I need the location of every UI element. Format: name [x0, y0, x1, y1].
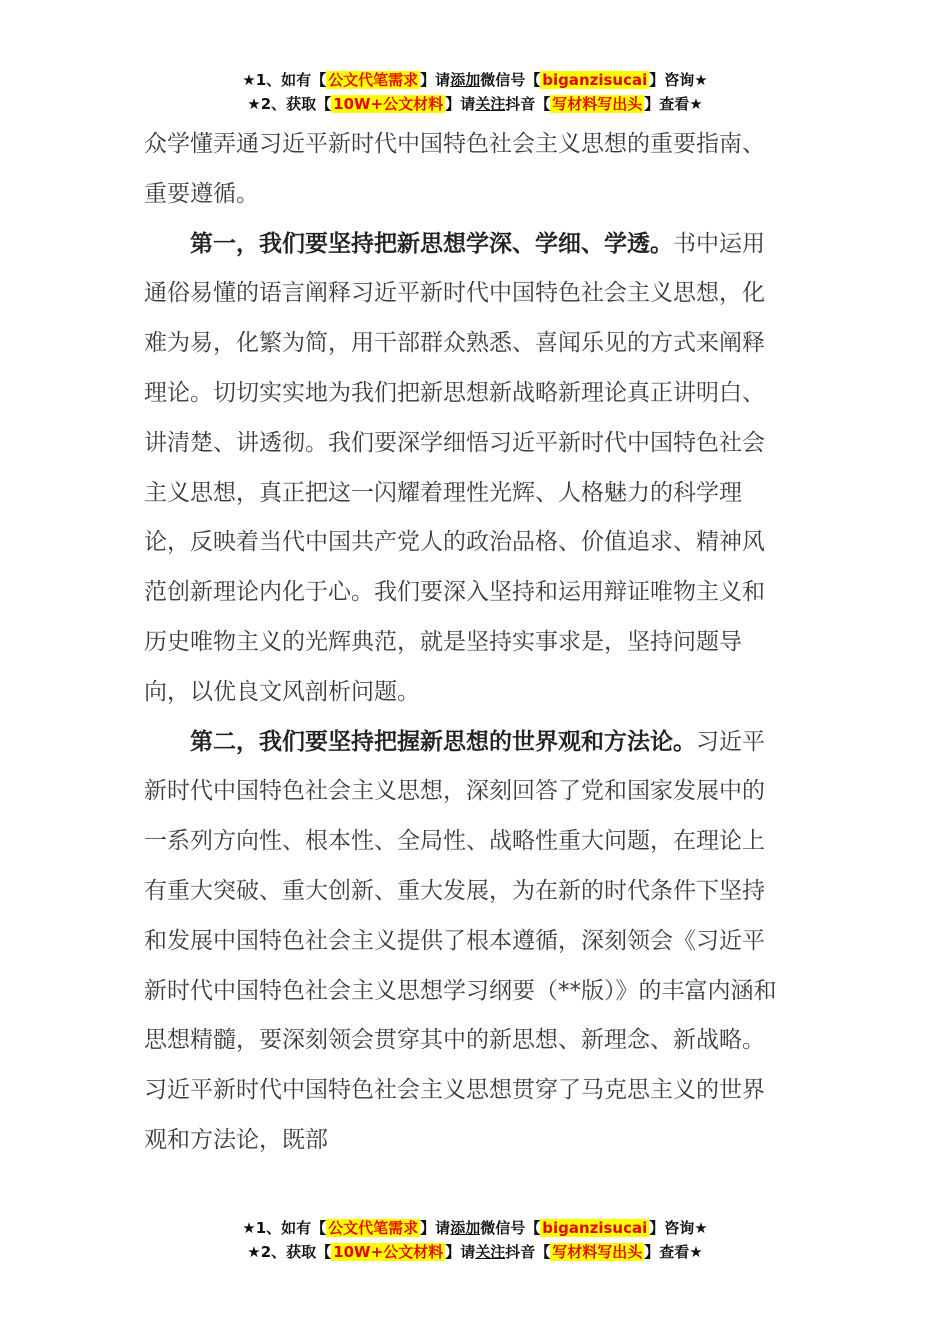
- footer-banner: [0, 1216, 950, 1264]
- banner-text: 】请: [420, 71, 451, 89]
- banner-underlined: 关注: [475, 95, 506, 113]
- banner-line-2: [0, 92, 950, 116]
- banner-underlined: 添加: [450, 1219, 481, 1237]
- paragraph-second: [144, 718, 784, 1166]
- banner-text: 】请: [420, 1219, 451, 1237]
- paragraph-first: [144, 220, 784, 718]
- banner-underlined: 添加: [450, 71, 481, 89]
- banner-text: 】查看★: [644, 95, 703, 113]
- banner-line-1: [0, 1216, 950, 1240]
- banner-text: 】咨询★: [649, 1219, 708, 1237]
- highlight-wechat-id: biganzisucai: [542, 71, 648, 89]
- highlight-materials: 10W+公文材料: [333, 95, 444, 113]
- highlight-service: 公文代笔需求: [328, 1219, 419, 1237]
- banner-underlined: 关注: [475, 1243, 506, 1261]
- banner-text: 微信号【: [480, 71, 541, 89]
- banner-text: 】咨询★: [649, 71, 708, 89]
- highlight-douyin-id: 写材料写出头: [552, 1243, 643, 1261]
- banner-text: ★2、获取【: [247, 1243, 332, 1261]
- paragraph-text: 众学懂弄通习近平新时代中国特色社会主义思想的重要指南、重要遵循。: [144, 131, 765, 207]
- banner-text: ★2、获取【: [247, 95, 332, 113]
- highlight-service: 公文代笔需求: [328, 71, 419, 89]
- highlight-wechat-id: biganzisucai: [542, 1219, 648, 1237]
- paragraph-lead: 第二，我们要坚持把握新思想的世界观和方法论。: [190, 728, 696, 755]
- banner-text: 抖音【: [505, 95, 551, 113]
- paragraph-text: 习近平新时代中国特色社会主义思想，深刻回答了党和国家发展中的一系列方向性、根本性、全局性、战略性重大问题，在理论上有重大突破、重大创新、重大发展，为在新的时代条件下坚持和发展中国特色社会主义提供了根本遵循，深刻领会《习近平新时代中国特色社会主义思想学习纲要（**版）》的丰富内涵和思想精髓，要深刻领会贯穿其中的新思想、新理念、新战略。习近平新时代中国特色社会主义思想贯穿了马克思主义的世界观和方法论，既部: [144, 728, 777, 1153]
- banner-line-2: [0, 1240, 950, 1264]
- banner-text: 】查看★: [644, 1243, 703, 1261]
- paragraph-text: 书中运用通俗易懂的语言阐释习近平新时代中国特色社会主义思想，化难为易，化繁为简，用干部群众熟悉、喜闻乐见的方式来阐释理论。切切实实地为我们把新思想新战略新理论真正讲明白、讲清楚、讲透彻。我们要深学细悟习近平新时代中国特色社会主义思想，真正把这一闪耀着理性光辉、人格魅力的科学理论，反映着当代中国共产党人的政治品格、价值追求、精神风范创新理论内化于心。我们要深入坚持和运用辩证唯物主义和历史唯物主义的光辉典范，就是坚持实事求是，坚持问题导向，以优良文风剖析问题。: [144, 230, 765, 705]
- banner-text: 抖音【: [505, 1243, 551, 1261]
- paragraph-continued: [144, 120, 784, 220]
- banner-text: ★1、如有【: [242, 71, 327, 89]
- paragraph-lead: 第一，我们要坚持把新思想学深、学细、学透。: [190, 230, 673, 257]
- banner-text: 微信号【: [480, 1219, 541, 1237]
- banner-text: 】请: [445, 1243, 476, 1261]
- banner-text: ★1、如有【: [242, 1219, 327, 1237]
- banner-line-1: [0, 68, 950, 92]
- document-body: [144, 120, 784, 1166]
- header-banner: [0, 68, 950, 116]
- banner-text: 】请: [445, 95, 476, 113]
- highlight-douyin-id: 写材料写出头: [552, 95, 643, 113]
- highlight-materials: 10W+公文材料: [333, 1243, 444, 1261]
